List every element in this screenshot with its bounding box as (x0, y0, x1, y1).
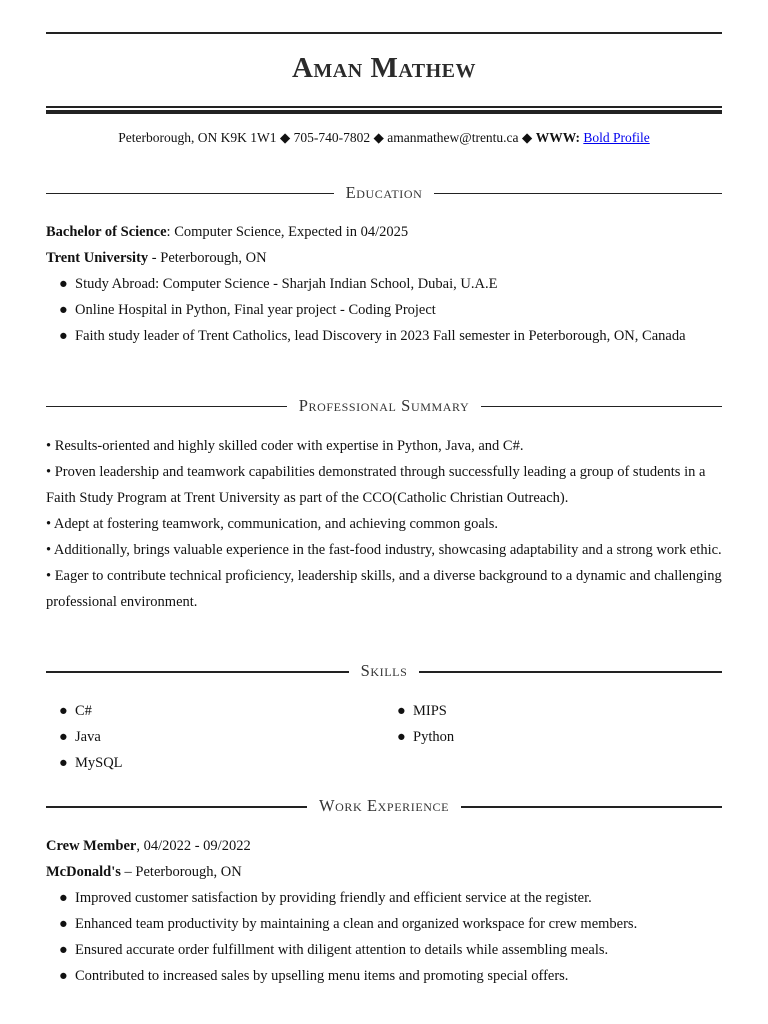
header-rule-thin (46, 106, 722, 108)
education-heading: Education (46, 183, 722, 203)
list-item: ● Online Hospital in Python, Final year project - Coding Project (59, 302, 436, 318)
summary-text: • Results-oriented and highly skilled coder with expertise in Python, Java, and C#. • Proven leadership and teamwork capabilities demonstrated through successfully leading a group of students in a Faith Study Program at Trent University as part of the CCO(Catholic Christian Outreach). • Adept at fostering teamwork, communication, and achieving common goals. • Additionally, brings valuable experience in the fast-food industry, showcasing adaptability and a strong work ethic. • Eager to contribute technical proficiency, leadership skills, and a diverse background to a dynamic and challenging professional environment. (46, 438, 722, 610)
top-rule (46, 32, 722, 34)
company-location: – Peterborough, ON (120, 864, 242, 880)
phone-text: 705-740-7802 (293, 130, 371, 145)
list-item: ● Enhanced team productivity by maintaining a clean and organized workspace for crew members. (59, 916, 638, 932)
skill-item: ● MySQL (59, 755, 123, 771)
list-item: ● Improved customer satisfaction by providing friendly and efficient service at the register. (59, 890, 592, 906)
separator-icon: ◆ (521, 130, 533, 145)
experience-heading: Work Experience (46, 796, 722, 816)
degree-detail: : Computer Science, Expected in 04/2025 (166, 224, 409, 240)
job-title-line (46, 837, 251, 855)
list-item: ● Contributed to increased sales by upselling menu items and promoting special offers. (59, 968, 569, 984)
skill-item: ● Java (59, 729, 101, 745)
list-item: ● Faith study leader of Trent Catholics, lead Discovery in 2023 Fall semester in Peterborough, ON, Canada (59, 328, 686, 344)
job-dates: , 04/2022 - 09/2022 (136, 838, 251, 854)
school-line (46, 249, 267, 267)
degree-name: Bachelor of Science (46, 224, 167, 240)
summary-heading: Professional Summary (46, 396, 722, 416)
email-text: amanmathew@trentu.ca (387, 130, 519, 145)
header-rule-thick (46, 110, 722, 114)
school-name: Trent University (46, 250, 149, 266)
www-label: WWW: (535, 130, 580, 145)
school-location: - Peterborough, ON (148, 250, 267, 266)
separator-icon: ◆ (279, 130, 291, 145)
separator-icon: ◆ (373, 130, 384, 145)
skill-item: ● Python (397, 729, 455, 745)
candidate-name: Aman Mathew (291, 52, 477, 84)
employer-line (46, 863, 242, 881)
degree-line (46, 223, 408, 241)
list-item: ● Study Abroad: Computer Science - Sharjah Indian School, Dubai, U.A.E (59, 276, 498, 292)
list-item: ● Ensured accurate order fulfillment with diligent attention to details while assembling meals. (59, 942, 609, 958)
company-name: McDonald's (46, 864, 121, 880)
location-text: Peterborough, ON K9K 1W1 (118, 130, 277, 145)
profile-link[interactable]: Bold Profile (583, 130, 650, 145)
skill-item: ● C# (59, 703, 92, 719)
skill-item: ● MIPS (397, 703, 447, 719)
contact-line (46, 130, 722, 146)
skills-heading: Skills (46, 661, 722, 681)
job-role: Crew Member (46, 838, 137, 854)
